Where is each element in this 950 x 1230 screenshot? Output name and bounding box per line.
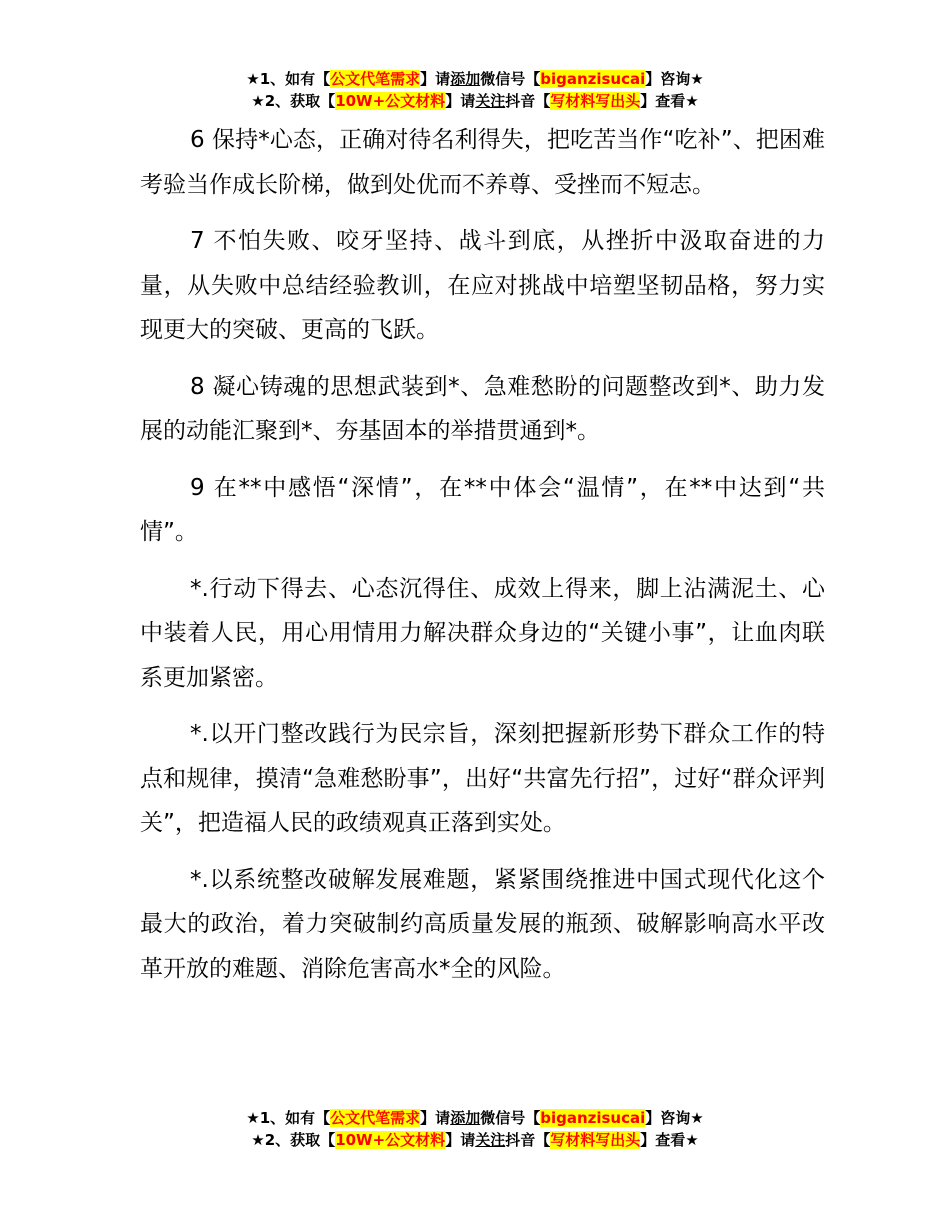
banner-underline-add: 添加 <box>450 1109 481 1127</box>
banner-text: 微信号【 <box>480 1109 541 1127</box>
banner-line-1 <box>0 1107 950 1129</box>
paragraph-open-rectification: *.以开门整改践行为民宗旨，深刻把握新形势下群众工作的特点和规律，摸清“急难愁盼事”，出好“共富先行招”，过好“群众评判关”，把造福人民的政绩观真正落到实处。 <box>140 721 825 836</box>
paragraph-system-rectification: *.以系统整改破解发展难题，紧紧围绕推进中国式现代化这个最大的政治，着力突破制约高质量发展的瓶颈、破解影响高水平改革开放的难题、消除危害高水*全的风险。 <box>140 866 825 982</box>
banner-text: 微信号【 <box>480 70 541 88</box>
banner-highlight-service: 公文代笔需求 <box>330 1109 421 1127</box>
paragraph-8: 8 凝心铸魂的思想武装到*、急难愁盼的问题整改到*、助力发展的动能汇聚到*、夯基固本的举措贯通到*。 <box>140 373 825 444</box>
banner-highlight-douyin: 写材料写出头 <box>550 92 641 110</box>
banner-underline-follow: 关注 <box>475 1131 506 1149</box>
banner-text: ★1、如有【 <box>246 1109 331 1127</box>
banner-text: 】请 <box>420 70 451 88</box>
banner-line-2 <box>0 90 950 112</box>
banner-highlight-douyin: 写材料写出头 <box>550 1131 641 1149</box>
banner-text: 】咨询★ <box>645 1109 704 1127</box>
banner-text: 抖音【 <box>505 92 551 110</box>
banner-highlight-wechat: biganzisucai <box>540 70 646 88</box>
banner-highlight-service: 公文代笔需求 <box>330 70 421 88</box>
banner-text: ★1、如有【 <box>246 70 331 88</box>
banner-highlight-materials: 10W+公文材料 <box>335 92 446 110</box>
banner-text: 】查看★ <box>640 92 699 110</box>
banner-text: 】请 <box>420 1109 451 1127</box>
paragraph-6: 6 保持*心态，正确对待名利得失，把吃苦当作“吃补”、把困难考验当作成长阶梯，做到处优而不养尊、受挫而不短志。 <box>140 127 825 198</box>
footer-banner <box>0 1107 950 1151</box>
paragraph-action: *.行动下得去、心态沉得住、成效上得来，脚上沾满泥土、心中装着人民，用心用情用力解决群众身边的“关键小事”，让血肉联系更加紧密。 <box>140 575 825 691</box>
banner-underline-follow: 关注 <box>475 92 506 110</box>
banner-highlight-materials: 10W+公文材料 <box>335 1131 446 1149</box>
banner-line-1 <box>0 68 950 90</box>
banner-text: 抖音【 <box>505 1131 551 1149</box>
paragraph-9: 9 在**中感悟“深情”，在**中体会“温情”，在**中达到“共情”。 <box>140 474 825 545</box>
document-body <box>140 118 825 1003</box>
banner-underline-add: 添加 <box>450 70 481 88</box>
banner-text: ★2、获取【 <box>251 92 336 110</box>
banner-text: 】查看★ <box>640 1131 699 1149</box>
banner-line-2 <box>0 1129 950 1151</box>
banner-highlight-wechat: biganzisucai <box>540 1109 646 1127</box>
paragraph-7: 7 不怕失败、咬牙坚持、战斗到底，从挫折中汲取奋进的力量，从失败中总结经验教训，在应对挑战中培塑坚韧品格，努力实现更大的突破、更高的飞跃。 <box>140 228 825 343</box>
banner-text: 】咨询★ <box>645 70 704 88</box>
header-banner <box>0 68 950 112</box>
banner-text: 】请 <box>445 1131 476 1149</box>
banner-text: ★2、获取【 <box>251 1131 336 1149</box>
banner-text: 】请 <box>445 92 476 110</box>
